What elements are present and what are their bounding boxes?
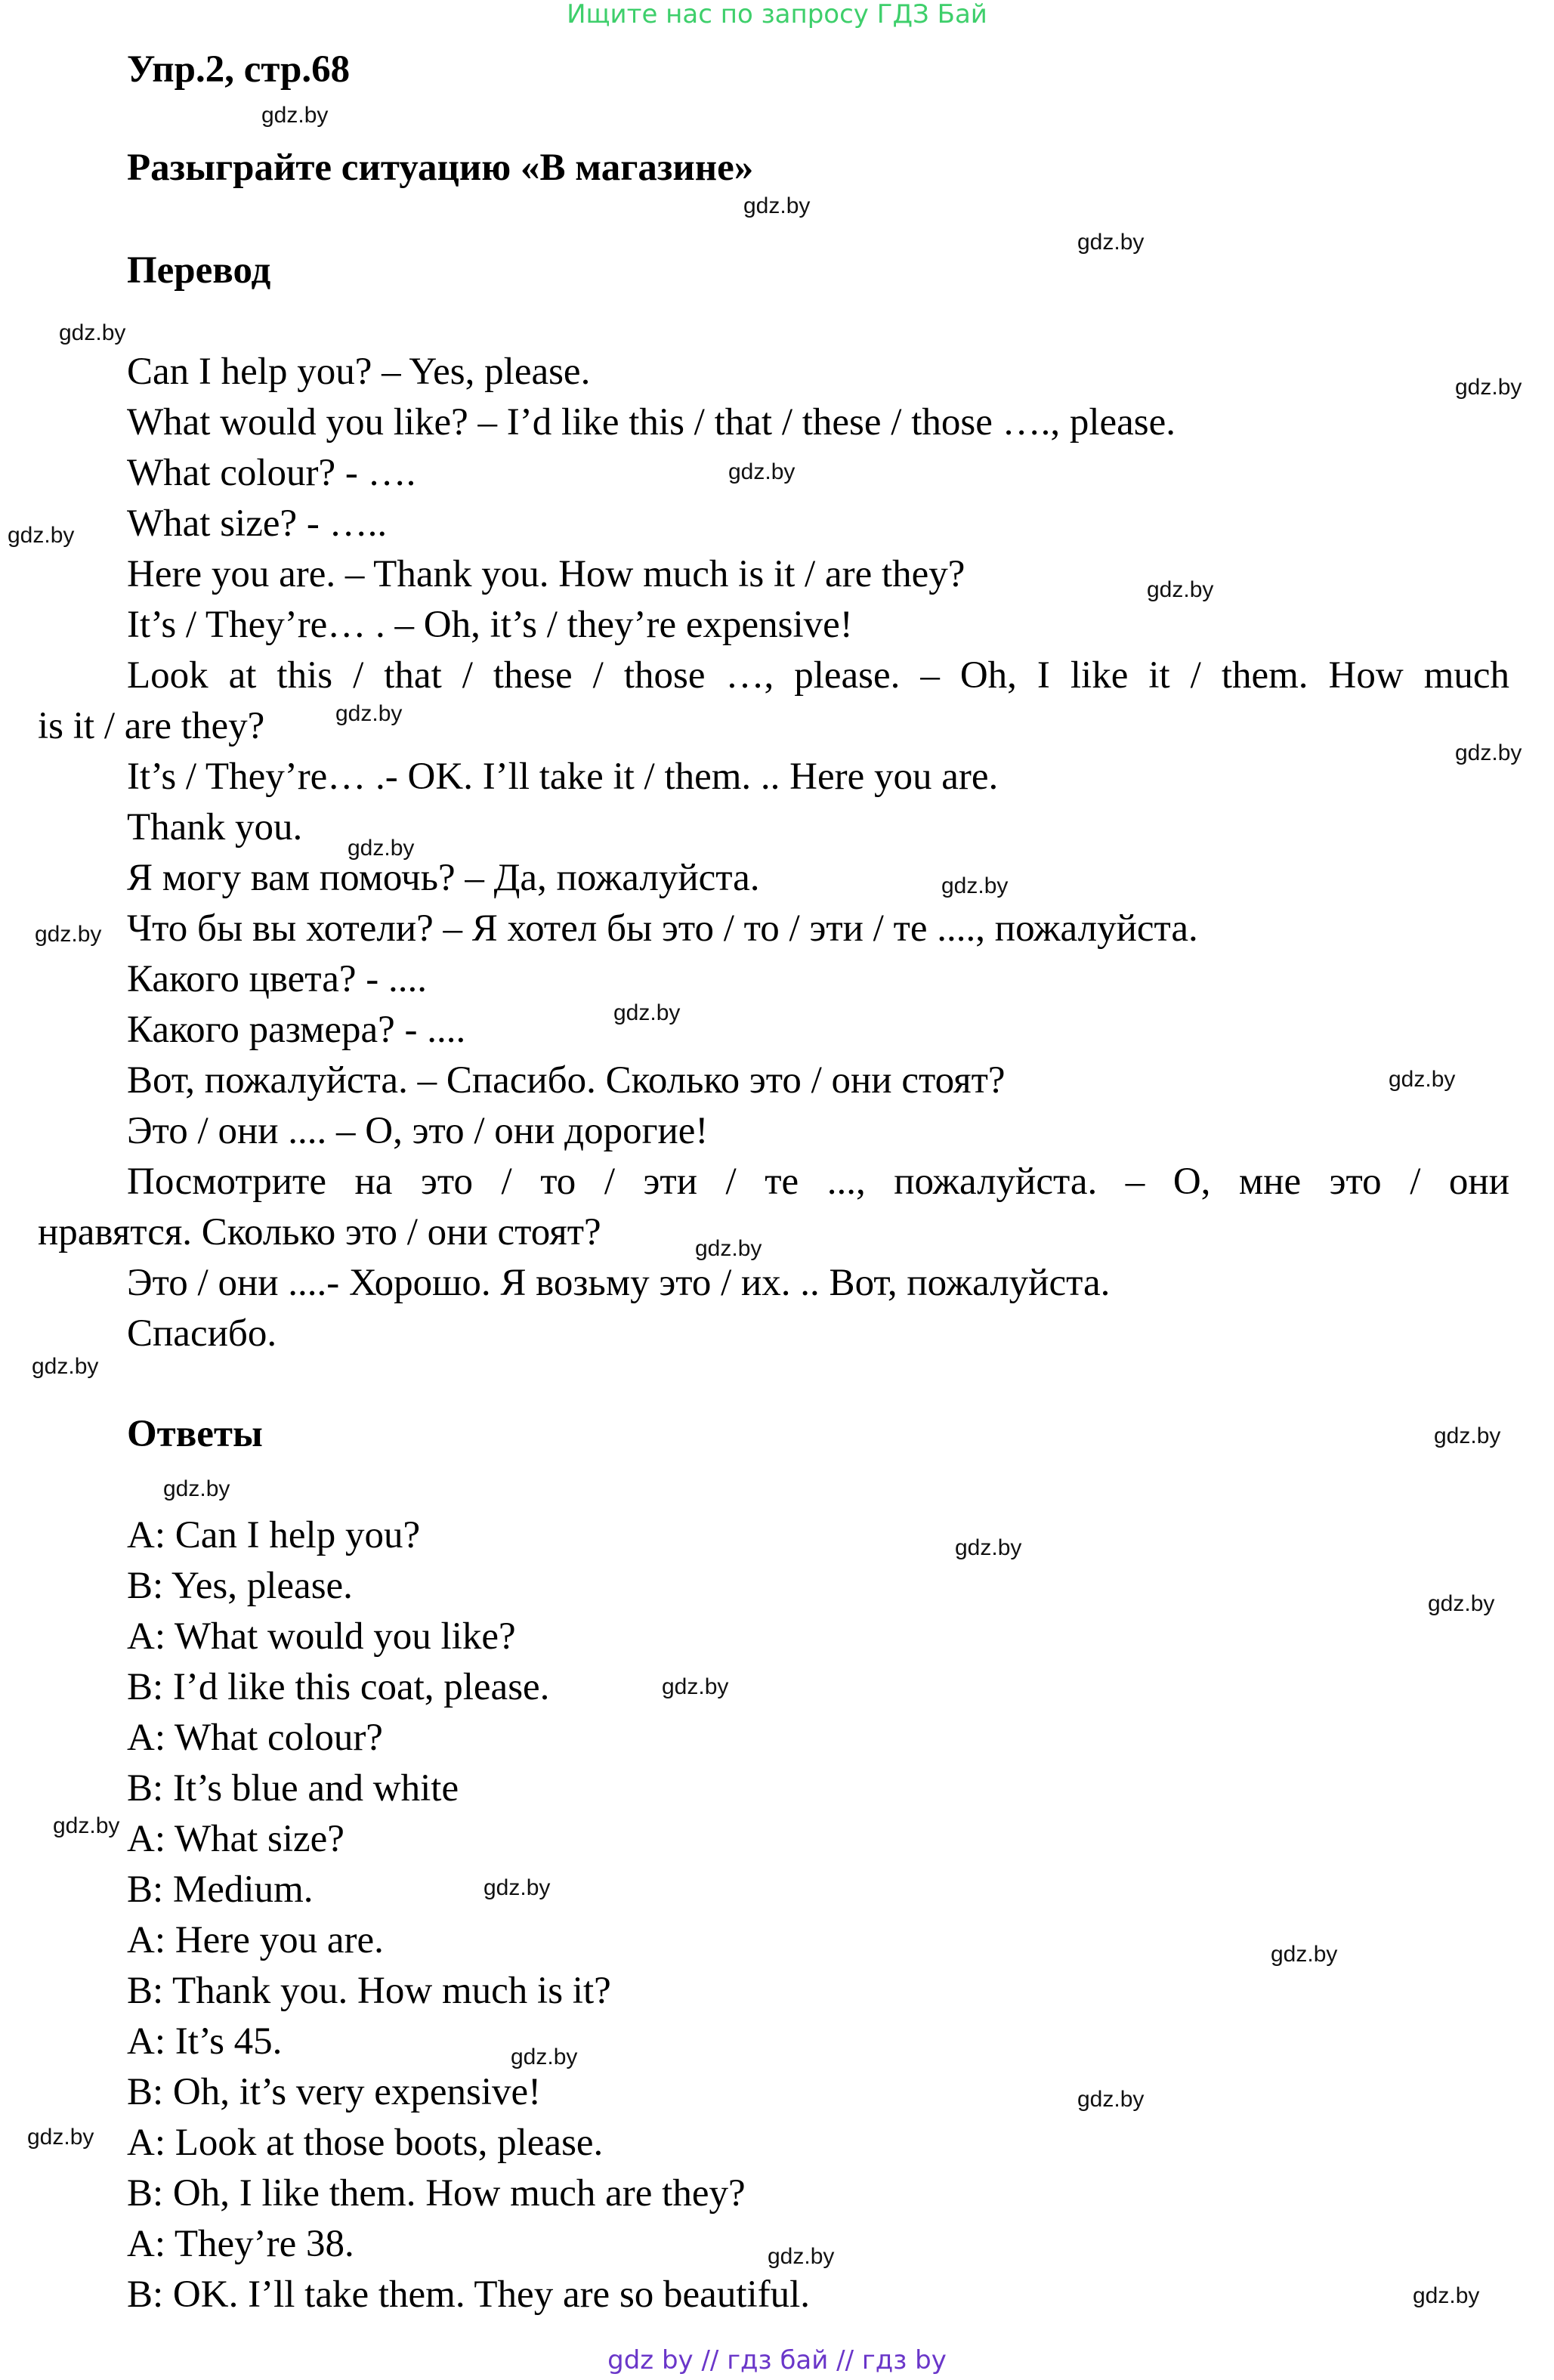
watermark: gdz.by (261, 103, 329, 128)
answer-line: B: Thank you. How much is it? (127, 1970, 611, 2012)
russian-line-6: Это / они .... – О, это / они дорогие! (127, 1110, 709, 1152)
watermark: gdz.by (662, 1674, 729, 1699)
translation-heading: Перевод (127, 249, 271, 292)
watermark: gdz.by (484, 1875, 551, 1900)
answer-line: A: Here you are. (127, 1919, 384, 1961)
russian-line-1: Я могу вам помочь? – Да, пожалуйста. (127, 857, 760, 899)
watermark: gdz.by (941, 873, 1009, 898)
watermark: gdz.by (8, 523, 75, 548)
english-line-5: Here you are. – Thank you. How much is it / are they? (127, 553, 965, 595)
watermark: gdz.by (335, 701, 403, 726)
russian-line-7a: Посмотрите на это / то / эти / те ..., пожалуйста. – О, мне это / они (127, 1161, 1509, 1203)
watermark: gdz.by (613, 1000, 681, 1025)
watermark: gdz.by (768, 2244, 835, 2269)
watermark: gdz.by (27, 2125, 94, 2150)
watermark: gdz.by (59, 320, 126, 345)
answer-line: B: OK. I’ll take them. They are so beautiful. (127, 2273, 811, 2316)
english-line-7-continued: is it / are they? (38, 705, 265, 747)
russian-line-8: Это / они ....- Хорошо. Я возьму это / их. .. Вот, пожалуйста. (127, 1262, 1111, 1304)
russian-line-9: Спасибо. (127, 1312, 277, 1355)
russian-line-2: Что бы вы хотели? – Я хотел бы это / то / эти / те ...., пожалуйста. (127, 907, 1198, 950)
answer-line: A: Can I help you? (127, 1514, 421, 1556)
russian-line-7-continued: нравятся. Сколько это / они стоят? (38, 1211, 601, 1253)
english-line-4: What size? - ….. (127, 502, 388, 545)
english-line-7a: Look at this / that / these / those …, please. – Oh, I like it / them. How much (127, 654, 1509, 697)
answer-line: A: What would you like? (127, 1615, 516, 1658)
answer-line: B: I’d like this coat, please. (127, 1666, 550, 1708)
answer-line: A: It’s 45. (127, 2020, 283, 2063)
answer-line: B: It’s blue and white (127, 1767, 459, 1810)
watermark: gdz.by (35, 922, 102, 947)
russian-line-7 (127, 1159, 1509, 1204)
answer-line: B: Medium. (127, 1868, 314, 1911)
answer-line: A: What colour? (127, 1717, 383, 1759)
watermark: gdz.by (1077, 230, 1145, 255)
english-line-2: What would you like? – I’d like this / that / these / those …., please. (127, 401, 1176, 444)
watermark: gdz.by (32, 1354, 99, 1379)
watermark: gdz.by (1077, 2087, 1145, 2112)
watermark: gdz.by (1428, 1591, 1495, 1616)
english-line-3: What colour? - …. (127, 452, 416, 494)
watermark: gdz.by (743, 193, 811, 218)
watermark: gdz.by (1413, 2283, 1480, 2308)
watermark: gdz.by (1455, 740, 1522, 765)
watermark: gdz.by (1434, 1423, 1501, 1448)
watermark: gdz.by (53, 1813, 120, 1838)
english-line-8: It’s / They’re… .- OK. I’ll take it / them. .. Here you are. (127, 756, 999, 798)
watermark: gdz.by (163, 1476, 230, 1501)
answer-line: A: Look at those boots, please. (127, 2122, 604, 2164)
watermark: gdz.by (695, 1236, 762, 1261)
watermark: gdz.by (1389, 1067, 1456, 1092)
english-line-6: It’s / They’re… . – Oh, it’s / they’re expensive! (127, 604, 853, 646)
watermark: gdz.by (1147, 577, 1214, 602)
answer-line: B: Yes, please. (127, 1565, 353, 1607)
top-banner[interactable]: Ищите нас по запросу ГДЗ Бай (567, 0, 987, 29)
answers-heading: Ответы (127, 1413, 263, 1455)
watermark: gdz.by (1271, 1942, 1338, 1967)
english-line-9: Thank you. (127, 806, 303, 848)
watermark: gdz.by (728, 459, 796, 484)
answer-line: B: Oh, I like them. How much are they? (127, 2172, 746, 2215)
answer-line: A: What size? (127, 1818, 344, 1860)
russian-line-5: Вот, пожалуйста. – Спасибо. Сколько это / они стоят? (127, 1059, 1006, 1102)
watermark: gdz.by (511, 2045, 578, 2069)
task-heading: Разыграйте ситуацию «В магазине» (127, 147, 754, 189)
russian-line-4: Какого размера? - .... (127, 1009, 466, 1051)
answer-line: A: They’re 38. (127, 2223, 354, 2265)
watermark: gdz.by (1455, 375, 1522, 400)
footer-links[interactable]: gdz by // гдз бай // гдз by (607, 2345, 947, 2375)
watermark: gdz.by (348, 836, 415, 861)
exercise-title: Упр.2, стр.68 (127, 48, 351, 91)
english-line-1: Can I help you? – Yes, please. (127, 351, 591, 393)
watermark: gdz.by (955, 1535, 1022, 1560)
english-line-7 (127, 653, 1509, 698)
russian-line-3: Какого цвета? - .... (127, 958, 427, 1000)
answer-line: B: Oh, it’s very expensive! (127, 2071, 542, 2113)
